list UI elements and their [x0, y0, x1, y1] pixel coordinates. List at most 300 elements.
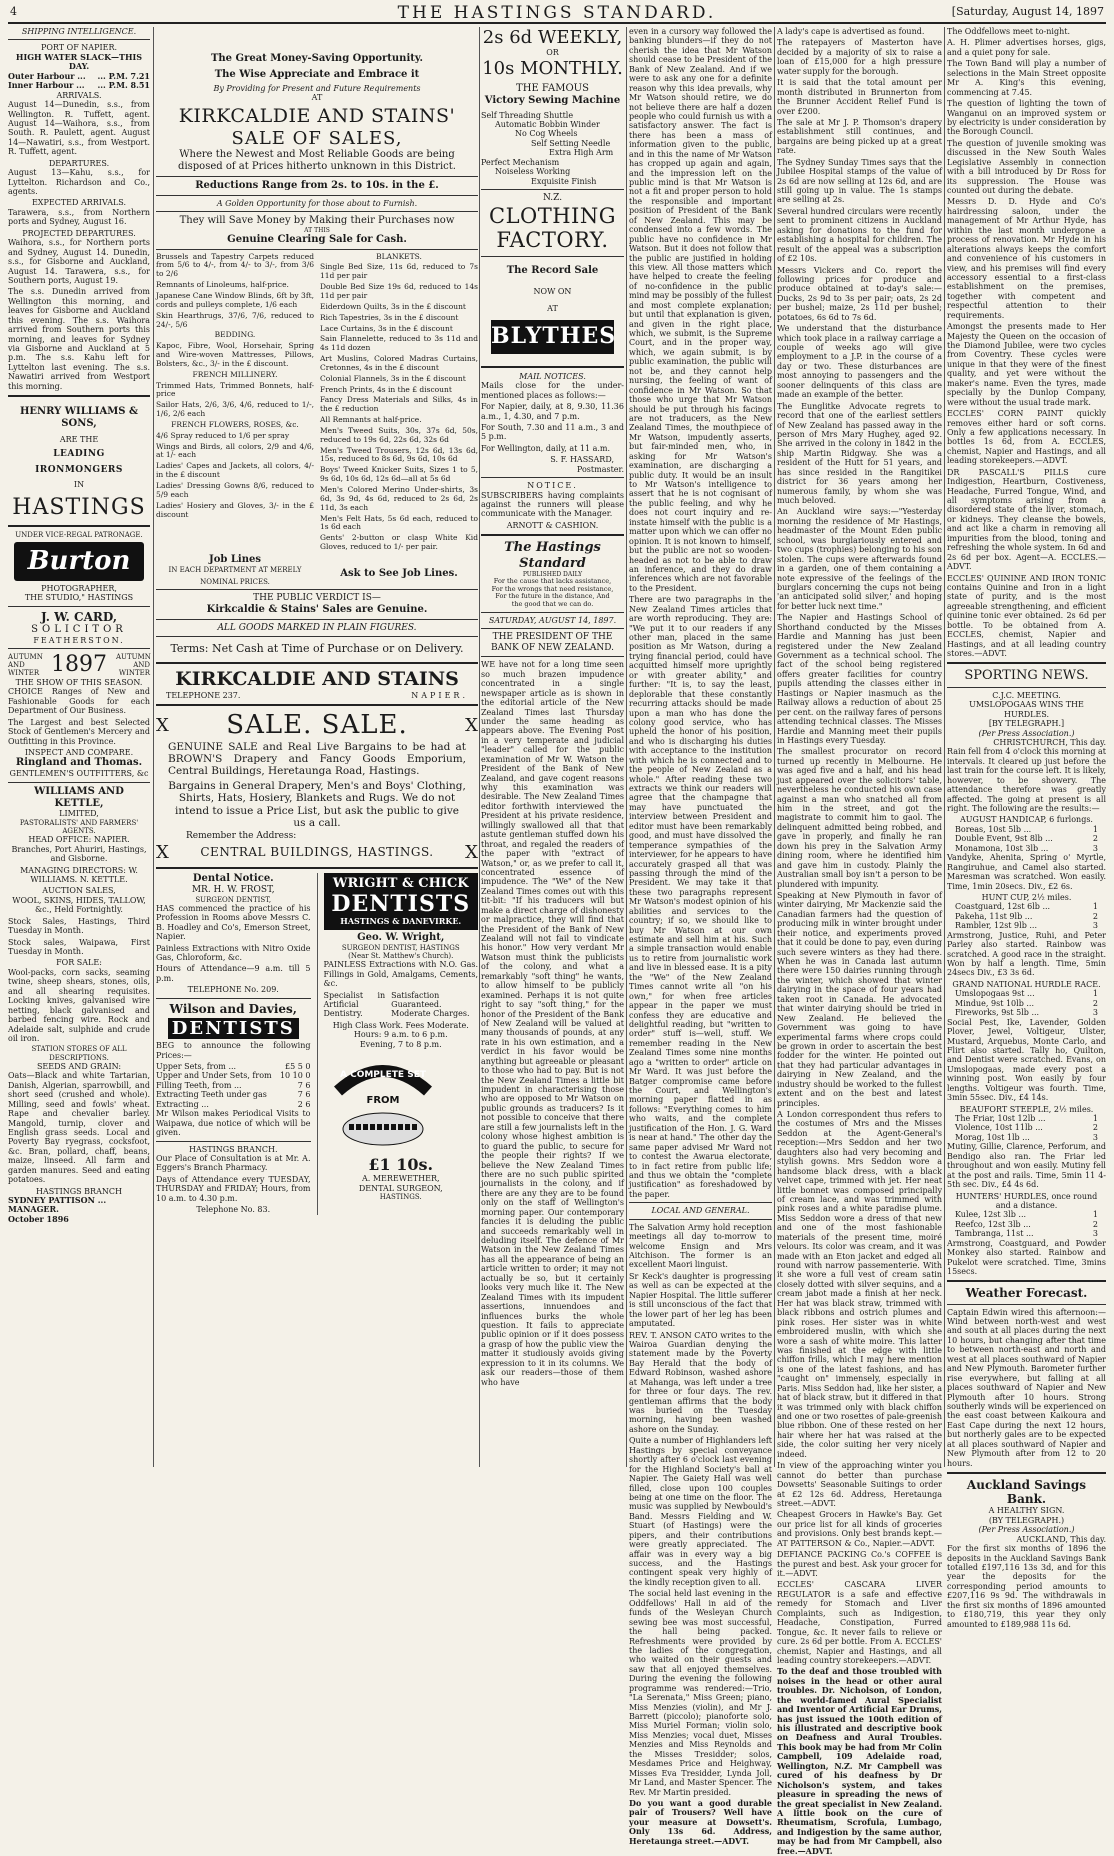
wk-directors: MANAGING DIRECTORS: W. WILLIAMS. N. KETTLE. — [20, 865, 138, 884]
horse: Pakeha, 11st 9lb ... — [955, 911, 1033, 921]
sale-x-left-2: X — [156, 841, 169, 863]
issue-date: [Saturday, August 14, 1897 — [951, 5, 1104, 18]
wd-price-label: Extracting Teeth under gas — [156, 1090, 267, 1100]
news-item: DR PASCALL'S PILLS cure Indigestion, Heartburn, Costiveness, Headache, Furred Tongue, Wind, and all symptoms arising from a disordered state of the liver, stomach, or kidneys. They cleanse the bowels, and act like a charm in removing all impurities from the blood, toning and refreshing the whole system. In 6d and 2s 6d per box. Agent—A. ECCLES.—ADVT. — [947, 467, 1107, 572]
high-water-heading: HIGH WATER SLACK—THIS DAY. — [15, 51, 143, 72]
article-continued-2: There are two paragraphs in the New Zealand Times articles that are worth reproducing. They are: "We put it to our readers if any other man, placed in the same position as Mr Watson, during a trying financial period, could have acquitted himself more uprightly or with greater ability," and further: "It is, to say the least, deplorable that these constantly recurring attacks should be made upon a man who has done the colony good service, who has upheld the honor of his position, and who is discharging his duties with acceptance to the institution with which he is connected and to the people of New Zealand as a whole." After reading these two extracts we think our readers will agree that the champagne that may have punctuated the interview between President and editor must have been remarkably good, and must have dissolved the temperance sympathies of the interviewer, for he appears to have accurately grasped all that was passing through the mind of the President. We may take it that these two paragraphs represent Mr Watson's modest opinion of his abilities and services to the country; if so, we should like to buy Mr Watson at our own estimate and sell him at his. Such a simple transaction would enable us to retire from journalistic work and live in blessed ease. It is a pity the "We" of the New Zealand Times cannot write all "on his own," for when free articles appear in the paper we must confess they are educative and delightful reading, but "written to order" stuff is—well, stuff. We remember reading in the New Zealand Times some nine months ago a "written to order" article on Mr Ward. It was just before the Batger compromise came before the Court, and Wellington's morning paper flatted in as follows: "Everything comes to him who waits, and the complete justification of the Hon. J. G. Ward is near at hand." The other day the same paper advised Mr Ward not to contest the Awarua electorate, to in fact retire from public life; and thus we obtain the "complete justification" as foreshadowed by the paper. — [629, 595, 772, 1199]
news-item: The ratepayers of Masterton have decided by a majority of six to raise a loan of £15,000 for a high pressure water supply for the borough. — [777, 38, 942, 76]
wd-name: Wilson and Davies, — [169, 1001, 297, 1016]
horse: Reefco, 12st 3lb ... — [955, 1219, 1031, 1229]
wd-dentists: DENTISTS — [168, 1018, 299, 1039]
wc-specialist: Specialist in Artificial Dentistry. — [323, 990, 386, 1019]
nz-label: N.Z. — [542, 193, 563, 203]
wd-branch: HASTINGS BRANCH. — [189, 1144, 278, 1154]
race-title: AUGUST HANDICAP, 6 furlongs. — [960, 815, 1093, 825]
place: 2 — [1092, 1123, 1098, 1133]
k-item: Ladies' Hosiery and Gloves, 3/- in the £ discount — [156, 500, 314, 519]
news-item: ECCLES' CASCARA LIVER REGULATOR is a safe and effective remedy for Stomach and Liver Complaints, such as Indigestion, Headache, Constipation, Furred Tongue, &c. It never fails to relieve or cure. 2s 6d per bottle. From A. ECCLES' chemist, Napier and Hastings, and all leading country storekeepers.—ADVT. — [777, 1580, 942, 1665]
news-item: Several hundred circulars were recently sent to prominent citizens in Auckland asking for donations to the fund for establishing a hospital for children. The result of the appeal was a subscription of £2 10s. — [777, 206, 942, 264]
k-item: Men's Colored Merino Under-shirts, 3s 6d, 3s 9d, 4s 6d, reduced to 2s 6d, 2s 11d, 3s each — [320, 485, 478, 512]
race-notes: Social Pest, Ike, Lavender, Golden Plover, Jewel, Voltigeur, Ulster, Mustard, Arquebus, Monte Carlo, and Flirt also started. Tally ho, Quilton, and Dentist were scratched. Evans, on Umslopogaas, made every post a winning post. Won easily by four lengths. Voltigeur was fourth. Time, 3min 55sec. Div., £4 14s. — [947, 1017, 1106, 1103]
projected-text: Waihora, s.s., for Northern ports and Sydney, August 14. Dunedin, s.s., for Gisborne and Auckland, August 14. Tarawera, s.s., for Southern ports, August 19. — [8, 238, 150, 285]
column-5 — [777, 27, 942, 1856]
departures-heading: DEPARTURES. — [48, 158, 110, 168]
wc-hastings: HASTINGS. — [379, 1193, 422, 1202]
k-subhead: BEDDING. — [214, 330, 256, 340]
k-great: The Great Money-Saving Opportunity. — [210, 53, 424, 64]
wd-price-label: Filling Teeth, from ... — [156, 1080, 242, 1090]
newspaper-title: THE HASTINGS STANDARD. — [397, 3, 717, 23]
k-item: Brussels and Tapestry Carpets reduced from 5/6 to 4/-, from 4/- to 3/-, from 3/6 to 2/6 — [156, 251, 314, 279]
news-item: Messrs Vickers and Co. report the following prices for produce and produce obtained at to-day's sale:—Ducks, 2s 9d to 3s per pair; oats, 2s 2d per bushel; maize, 2s 11d per bushel; potatoes, 6s 6d to 7s 6d. — [777, 265, 942, 322]
race-row — [947, 844, 1106, 853]
place: 2 — [1092, 1219, 1098, 1229]
expected-heading: EXPECTED ARRIVALS. — [31, 198, 127, 208]
column-2 — [156, 27, 478, 1467]
horse: Morag, 10st 1lb ... — [955, 1132, 1030, 1142]
record-sale: The Record Sale — [506, 265, 599, 277]
local-item: REV. T. ANSON CATO writes to the Wairoa Guardian denying the statement made by the Poverty Bay Herald that the body of Edward Robinson, washed ashore at Mahanga, was left under a tree for three or four days. The rev. gentleman affirms that the body was buried on the Tuesday morning, having been washed ashore on the Sunday. — [629, 1330, 772, 1434]
place: 1 — [1092, 902, 1098, 912]
k-by: By Providing for Present and Future Requirements — [213, 83, 421, 93]
horse: Boreas, 10st 5lb ... — [955, 824, 1032, 834]
hw-name: HENRY WILLIAMS & SONS, — [19, 406, 139, 429]
news-item: A London correspondent thus refers to the costumes of Mrs and the Misses Seddon at the Agent-General's reception:—Mrs Seddon and her two daughters also had very becoming and stylish gowns. Mrs Seddon wore a handsome black dress, with a black velvet cape, trimmed with jet. Her neat little bonnet was composed principally of cream lace, and was trimmed with pink roses and a white paradise plume. Miss Seddon wore a dress of that new and one of the most fashionable materials of the present time, moiré velours. Its color was cream, and it was made with an Eton jacket and edged all round with narrow passementerie. With it she wore a full vest of cream satin closely dotted with silver sequins, and a cream jabot made a finish at her neck. Her hat was black straw, trimmed with black ribbons and ostrich plumes and pink roses. Her sister was in white embroidered muslin, with which she wore a sash of white moire. This latter was finished at the edge with little chiffon frills, which I may here mention is one of the latest fashions, and has "caught on" immensely, especially in Paris. Miss Seddon had, like her sister, a hat of black straw, but it differed in that it was trimmed only with black chiffon and one or two rosettes of pale-greenish blue ribbon. One of these rested on her hair where her hat was raised at the side, the color suiting her very nicely indeed. — [777, 1110, 942, 1459]
wk-stations: STATION STORES OF ALL DESCRIPTIONS. — [31, 1045, 127, 1062]
season-firm: Ringland and Thomas. — [15, 757, 143, 769]
race-row — [947, 1229, 1106, 1238]
asb-text: For the first six months of 1896 the deposits in the Auckland Savings Bank totalled £197,116 13s 3d, and for this year the deposits for the corresponding period amounts to £207,116 9s 9d. The withdrawals in the first six months of 1896 amounted to £180,719, this year they only amounted to £189,988 11s 6d. — [947, 1544, 1106, 1629]
wd-price-row — [156, 1090, 311, 1099]
sale-x-left: X — [156, 714, 169, 736]
departures-text: August 13—Kahu, s.s., for Lyttelton. Richardson and Co., agents. — [8, 168, 150, 196]
asb-assoc: (Per Press Association.) — [978, 1525, 1075, 1535]
news-item: An Auckland wire says:—"Yesterday morning the residence of Mr Hastings, headmaster of the Mount Eden public school, was burglariously entered and two cups (trophies) belonging to his son stolen. The cups were afterwards found in a garden, one of them containing a note expressive of the feelings of the burglars concerning the cups not being 'an anticipated solid silver,' and hoping for better luck next time." — [777, 507, 942, 611]
feature-item: Exquisite Finish — [531, 176, 597, 186]
wd-price-label: Upper Sets, from ... — [156, 1062, 237, 1072]
notice-heading: NOTICE. — [527, 481, 578, 491]
race-row — [947, 912, 1106, 921]
race-row — [947, 1133, 1106, 1142]
wk-date: October 1896 — [8, 1213, 69, 1224]
masthead — [8, 2, 1106, 24]
arrivals-text: August 14—Dunedin, s.s., from Wellington. R. Tuffett, agent. August 14—Waihora, s.s., from South. R. Paulett, agent. August 14—Nawatiri, s.s., from Westport. R. Tuffett, agent. — [8, 100, 150, 157]
frost-body: HAS commenced the practice of his Profession in Rooms above Messrs C. B. Hoadley and Co's, Emerson Street, Napier. — [156, 903, 311, 942]
wk-manager: SYDNEY PATTISON ... MANAGER. — [8, 1195, 107, 1215]
wd-price-label: Extracting ... — [156, 1099, 209, 1109]
hw-town: HASTINGS — [12, 494, 146, 520]
race-notes: Armstrong, Justice, Ruhi, and Peter Parley also started. Rainbow was scratched. A good race in the straight. Won by half a length. Time, 5min 24secs Div., £3 3s 6d. — [947, 930, 1106, 978]
place: 1 — [1092, 989, 1098, 999]
k2-firm: KIRKCALDIE AND STAINS — [175, 668, 459, 691]
horse: Umslopogaas 9st ... — [955, 989, 1035, 999]
wc-near: (Near St. Matthew's Church). — [348, 951, 454, 960]
k2-town: NAPIER. — [411, 690, 468, 700]
wc-surgeon: DENTAL SURGEON, — [358, 1183, 443, 1193]
mail-napier: For Napier, daily, at 8, 9.30, 11.36 a.m., 1, 4.30, and 7 p.m. — [481, 402, 624, 421]
k-sos: SALE OF SALES, — [231, 127, 403, 149]
k-atthis: AT THIS — [304, 226, 330, 234]
race-row — [947, 1220, 1106, 1229]
famous-label: THE FAMOUS — [516, 82, 589, 94]
burton-studio: THE STUDIO," HASTINGS — [24, 593, 134, 603]
wk-auction: AUCTION SALES, — [42, 886, 116, 896]
k-save: They will Save Money by Making their Purchases now — [179, 214, 455, 226]
wk-office: HEAD OFFICE: NAPIER. — [28, 835, 130, 845]
sale-x-right-2: X — [465, 841, 478, 863]
notice-text: SUBSCRIBERS having complaints against the runners will please communicate with the Manager. — [481, 490, 624, 519]
wk-seedlist: Oats—Black and white Tartarian, Danish, Algerian, sparrowbill, and short seed (crushed and whole). Milling, seed and fowls' wheat. Rape and chevalier barley. Mangold, turnip, clover and English grass seeds. Local and Poverty Bay ryegrass, cocksfoot, &c. Bran, pollard, chaff, beans, maize, linseed. All farm and garden manures. Seed and eating potatoes. — [8, 1071, 150, 1185]
k-item: All Remnants at half-price. — [320, 415, 422, 425]
horse: Monamona, 10st 3lb ... — [955, 843, 1049, 853]
place: 2 — [1092, 834, 1098, 844]
k-item: Men's Felt Hats, 5s 6d each, reduced to 1s 6d each — [320, 513, 478, 532]
k-wise: The Wise Appreciate and Embrace it — [214, 68, 420, 80]
page-number: 4 — [10, 5, 17, 18]
asb-telegraph: (BY TELEGRAPH.) — [988, 1515, 1065, 1525]
wk-ltd: LIMITED, — [59, 809, 99, 819]
feature-item: Automatic Bobbin Winder — [495, 119, 600, 129]
mail-south: For South, 7.30 and 11 a.m., 3 and 5 p.m. — [481, 422, 624, 442]
k-item: Sailor Hats, 2/6, 3/6, 4/6, reduced to 1/-, 1/6, 2/6 each — [156, 400, 314, 419]
mail-wellington: For Wellington, daily, at 11 a.m. — [481, 443, 611, 453]
frost-sub: SURGEON DENTIST, — [195, 895, 272, 904]
frost-name: MR. H. W. FROST, — [191, 884, 275, 895]
k-where: Where the Newest and Most Reliable Goods are being disposed of at Prices hitherto unknown in this District. — [178, 149, 456, 172]
chch-dateline: CHRISTCHURCH, This day. — [993, 737, 1106, 747]
season-inspect: INSPECT AND COMPARE. — [24, 748, 134, 758]
sale-remember: Remember the Address: — [186, 831, 297, 842]
monthly-price: 10s MONTHLY. — [482, 57, 623, 79]
k-item: Art Muslins, Colored Madras Curtains, Cretonnes, 4s in the £ discount — [320, 354, 478, 372]
lead-article: WE have not for a long time seen so much brazen impudence concentrated in a single newspaper article as is shown in the editorial article of the New Zealand Times last Thursday under the same heading as appears above. The Evening Post in a very temperate and judicial "leader" called for the public examination of Mr W. Watson the President of the Bank of New Zealand, and gave cogent reasons why this examination was desirable. The New Zealand Times editor forthwith interviewed the President at his private residence, willingly swallowed all that that astute gentleman stuffed down his throat, and regaled the readers of the paper with "extract of Watson," or, as we prefer to call it, concentrated essence of impudence. The "We" of the New Zealand Times comes out with this tit-bit: "If his traducers will but make a direct charge of dishonesty or malpractice, they will find that the President of the Bank of New Zealand will not fail to vindicate his honor." How very verdant Mr Watson must think the publicists of the colony, and what a remarkably "soft thing" he wants, to allow himself to be publicly examined. Perhaps it is not quite right to say "soft thing," for the honor of the President of the Bank of New Zealand will be valued at many thousands of pounds, at any rate in his own estimation, and a verdict in his favor would be anything but agreeable or pleasant to those who had to pay. But is not the New Zealand Times a little bit impudent in characterising those who are opposed to Mr Watson on public grounds as traducers? Is it not possible to conceive that there are still a few journalists left in the colony whose highest ambition is to guard the public, to secure for the people their rights? If we believe the New Zealand Times there are no such public spirited journalists in the colony, and if there are any they are to be found only on the staff of Wellington's morning paper. Our contemporary fancies it is deluding the public and succeeds remarkably well in deluding itself. The defence of Mr Watson in the New Zealand Times has all the appearance of being an article written to order; it may not actually be so, but it certainly looks very much like it. The New Zealand Times with its impudent assertions, innuendoes and influences burks the whole question. It fails to appreciate public opinion or if it does possess a grasp of how the public view the matter it studiously avoids giving expression to it in its columns. We ask our readers—those of them who have — [481, 660, 624, 1387]
race-intro: Rain fell from 4 o'clock this morning at intervals. It cleared up just before the last train for the course left. It is likely, however, to be showery. The attendance therefore was greatly affected. The going at present is all right. The following are the results:— — [947, 747, 1107, 814]
k-item: Ladies' Dressing Gowns 8/6, reduced to 5/9 each — [156, 481, 314, 499]
wd-price-value: 7 6 — [297, 1090, 311, 1100]
feature-item: Perfect Mechanism — [481, 157, 560, 167]
wk-seeds: SEEDS AND GRAIN: — [36, 1061, 122, 1071]
season-label: AUTUMN AND WINTER — [8, 652, 43, 678]
horse: Tambranga, 11st ... — [955, 1229, 1034, 1239]
news-item: Messrs D. D. Hyde and Co's hairdressing saloon, under the management of Mr Arthur Hyde, has within the last month undergone a process of renovation. Mr Hyde in his alterations always keeps the comfort and convenience of his customers in view, and his premises will find every accessory essential to a first-class establishment on the premises, together with competent and respectful attention to their requirements. — [947, 197, 1106, 320]
news-item: A lady's cape is advertised as found. — [777, 27, 925, 36]
frost-heading: Dental Notice. — [192, 873, 274, 885]
wk-forsale: FOR SALE: — [56, 958, 102, 968]
wd-days: Days of Attendance every TUESDAY, THURSDAY and FRIDAY; Hours, from 10 a.m. to 4.30 p.m. — [156, 1174, 311, 1203]
k2-tel: TELEPHONE 237. — [166, 690, 241, 700]
news-item: Amongst the presents made to Her Majesty the Queen on the occasion of the Diamond Jubilee, were two cycles from Coventry. These cycles were unique in that they were of the finest quality, and yet were without the maker's name. Even the tyres, made specially by the Dunlop Company, were without the usual trade mark. — [947, 322, 1106, 407]
inner-harbour-label: Inner Harbour ... — [8, 80, 85, 91]
place: 1 — [1092, 1114, 1098, 1124]
wc-merewether: A. MEREWETHER, — [361, 1174, 440, 1184]
victory-heading: Victory Sewing Machine — [484, 94, 621, 106]
wc-towns: HASTINGS & DANEVIRKE. — [340, 916, 462, 927]
race-row — [947, 1123, 1106, 1132]
local-item: Quite a number of Highlanders left Hastings by special conveyance shortly after 6 o'clock last evening for the Highland Society's ball at Napier. The Gaiety Hall was well filled, close upon 100 couples being at one time on the floor. The music was supplied by Newbould's Band. Messrs Fielding and W. Stuart (of Hastings) were the pipers, and their contributions were greatly appreciated. The affair was in every way a big success, and the Hastings contingent speak very highly of the kindly reception given to all. — [629, 1436, 772, 1587]
news-item: The question of juvenile smoking was discussed in the New South Wales Legislative Assembly in connection with a bill introduced by Dr Ross for its suppression. The House was counted out during the debate. — [947, 138, 1106, 195]
denture-illustration — [324, 1051, 442, 1151]
wc-painless: PAINLESS Extractions with N.O. Gas. Fillings in Gold, Amalgams, Cements, &c. — [323, 960, 478, 989]
race-row — [947, 921, 1106, 930]
feature-item: Self Threading Shuttle — [481, 110, 574, 120]
news-item: The Town Band will play a number of selections in the Main Street opposite Mr A. King's this evening, commencing at 7.45. — [947, 59, 1106, 97]
press-assoc: (Per Press Association.) — [978, 728, 1075, 738]
horse: Coastguard, 12st 6lb ... — [955, 902, 1051, 912]
race-title: HUNT CUP, 2½ miles. — [981, 892, 1072, 902]
wk-agents: PASTORALISTS' AND FARMERS' AGENTS. — [19, 818, 139, 835]
expected-text: Tarawera, s.s., from Northern ports and Sydney, August 16. — [8, 207, 150, 227]
k-item: Trimmed Hats, Trimmed Bonnets, half-price — [156, 380, 314, 399]
news-item: The Sydney Sunday Times says that the Jubilee Hospital stamps of the value of 2s 6d are now selling at 12s 6d, and are still going up in value. The 1s stamps are selling at 2s. — [777, 157, 942, 205]
column-4 — [629, 27, 772, 1846]
news-item: A. H. Plimer advertises horses, gigs, and a quiet pony for sale. — [947, 38, 1106, 57]
race-row — [947, 1008, 1106, 1017]
k-verdict: THE PUBLIC VERDICT IS— — [253, 593, 381, 604]
wd-price-row — [156, 1071, 311, 1080]
wc-evening: Evening, 7 to 8 p.m. — [359, 1039, 442, 1049]
season-year: 1897 — [51, 652, 107, 678]
k-item: Sain Flannelette, reduced to 3s 11d and 4s 11d dozen — [320, 334, 478, 353]
inner-harbour-time: ... P.M. 8.51 — [97, 80, 150, 91]
season-largest: The Largest and best Selected Stock of Gentlemen's Mercery and Outfitting in this Province. — [8, 717, 150, 746]
k-nominal: NOMINAL PRICES. — [200, 577, 270, 586]
news-item: The Oddfellows meet to-night. — [947, 27, 1070, 36]
wc-geo: Geo. W. Wright, — [357, 931, 445, 943]
k-item: Double Bed Size 19s 6d, reduced to 14s 11d per pair — [320, 282, 478, 300]
column-6 — [947, 27, 1107, 1629]
postmaster-name: S. F. HASSARD, — [550, 455, 614, 465]
k-item: Colonial Flannels, 3s in the £ discount — [320, 373, 466, 383]
dateline: SATURDAY, AUGUST 14, 1897. — [488, 615, 617, 625]
clothing-label: CLOTHING — [489, 203, 616, 228]
port-heading: PORT OF NAPIER. — [40, 43, 118, 53]
k-reductions: Reductions Range from 2s. to 10s. in the £. — [195, 179, 439, 191]
horse: Mindue, 9st 10lb ... — [955, 998, 1034, 1008]
k-item: Fancy Dress Materials and Silks, 4s in the £ reduction — [320, 395, 478, 414]
weekly-price: 2s 6d WEEKLY, — [482, 27, 623, 48]
wk-items: Wool-packs, corn sacks, seaming twine, sheep shears, stones, oils, and all shearing requisites. Locking knives, galvanised wire netting, black galvanised and barbed fencing wire. Rock and Adelaide salt, sulphide and crude oil iron. — [8, 967, 150, 1043]
k-item: Single Bed Size, 11s 6d, reduced to 7s 11d per pair — [320, 262, 478, 281]
set-from: FROM — [366, 1095, 399, 1107]
wk-waipawa: Stock sales, Waipawa, First Tuesday in Month. — [8, 937, 150, 957]
burton-logo: Burton — [14, 542, 144, 581]
blythes-logo: BLYTHES — [491, 320, 614, 354]
place: 2 — [1092, 998, 1098, 1008]
hw-in: IN — [73, 480, 85, 490]
k-item: Eiderdown Quilts, 3s in the £ discount — [320, 301, 466, 311]
weather-heading: Weather Forecast. — [965, 1286, 1088, 1301]
place: 3 — [1092, 921, 1098, 931]
news-item: Speaking at New Plymouth in favor of winter dairying, Mr Mackenzie said the Canadian farmers had the question of producing milk in winter brought under their notice, and experiments proved that it could be done to pay, even during such severe winters as they had there. When he was in Canada last autumn there were 150 dairies running through the winter, which showed that winter dairying in the space of four years had taken root in Canada. He advocated that winter dairying should be tried in New Zealand. He believed the Government was going to have experimental farms where crops could be grown in order to ascertain the best fodder for the winter. He pointed out that they had particular advantages in dairying in New Zealand, and the industry should be worked to the fullest extent and on the best and latest principles. — [777, 890, 942, 1108]
season-label-right: AUTUMN AND WINTER — [116, 652, 151, 678]
local-heading: LOCAL AND GENERAL. — [651, 1206, 750, 1216]
place: 1 — [1092, 824, 1098, 834]
k-subhead: BLANKETS. — [376, 251, 422, 261]
at-label: AT — [547, 304, 558, 314]
article-continued: even in a cursory way followed the banking blunders—if they do not cherish the idea that Mr Watson should cease to be President of the Bank of New Zealand. And if we were to ask any one for a definite reason why this idea prevails, why Mr Watson should retire, we do not believe there are half a dozen people who could furnish us with a satisfactory answer. The fact is there has been a mass of information given to the public, and in this the name of Mr Watson has cropped up again and again, and the impression left on the public mind is that Mr Watson is not a fit and proper person to hold the responsible and important position of President of the Bank of New Zealand. This may be condensed into a few words. The public have no confidence in Mr Watson. But it does not follow that the public are justified in holding this view. All those matters which have helped to create the feeling of no-confidence in the public mind may be possibly of the fullest and most complete explanation; but until that explanation is given, and given in the right place, which, we submit, is the Supreme Court, and in the proper way, which, we again submit, is by public examination, the public will not be, and they cannot help nursing, the feeling of want of confidence in Mr Watson. So that those who urge that Mr Watson should be put through his facings are not traducers, as the New Zealand Times, the mouthpiece of Mr Watson, impudently asserts, but fair-minded men, who, in asking for Mr Watson's examination, are discharging a public duty. It would be an insult to Mr Watson's intelligence to assert that he is not cognisant of the public feeling, and why he does not court inquiry and re-instate himself with the public is a matter upon which we can offer no opinion. It is not known to himself, but the public are not so wooden-headed as not to be able to draw an inference, and they do draw inferences which are not favorable to the President. — [629, 27, 772, 593]
place: 3 — [1092, 1229, 1098, 1239]
projected-heading: PROJECTED DEPARTURES. — [22, 228, 136, 238]
wc-name: WRIGHT & CHICK — [332, 876, 469, 892]
k-at: AT — [311, 93, 323, 103]
mail-heading: MAIL NOTICES. — [519, 371, 586, 381]
standard-title: The Hastings Standard — [504, 540, 601, 571]
column-1 — [8, 27, 150, 1467]
arrivals-heading: ARRIVALS. — [56, 90, 102, 100]
factory-label: FACTORY. — [496, 228, 609, 253]
news-item: In view of the approaching winter you cannot do better than purchase Dowsetts' Seasonable Suitings to order at £2 12s 6d. Address, Heretaunga street.—ADVT. — [777, 1461, 942, 1508]
burton-patronage: UNDER VICE-REGAL PATRONAGE. — [15, 530, 143, 539]
k-item: Ladies' Capes and Jackets, all colors, 4/- in the £ discount — [156, 461, 314, 480]
sale-p2: Bargains in General Drapery, Men's and Boys' Clothing, Shirts, Hats, Hosiery, Blankets and Rugs. We do not intend to issue a Price List, but ask the public to give us a call. — [168, 779, 466, 829]
horse: Fireworks, 9st 5lb ... — [955, 1008, 1040, 1018]
k-ask: Ask to See Job Lines. — [340, 567, 458, 579]
sale-address: CENTRAL BUILDINGS, HASTINGS. — [200, 845, 434, 860]
news-item: The smallest procurator on record turned up recently in Melbourne. He was aged five and a half, and his head just appeared over the solicitors' table, nevertheless he conducted his own case against a man who snatched all from him in the street, and got the magistrate to commit him to gaol. The delinquent admitted being robbed, and gave in properly, and finally he ran down his prey in the Salvation Army dining room, where he identified him and gave him in custody. Plainly the Australian small boy isn't a person to be plundered with impunity. — [777, 747, 942, 889]
k-terms: Terms: Net Cash at Time of Purchase or on Delivery. — [170, 642, 464, 656]
hw-are: ARE THE — [59, 434, 99, 444]
card-place: FEATHERSTON. — [33, 635, 125, 645]
k-golden: A Golden Opportunity for those about to Furnish. — [216, 198, 418, 208]
k-item: Japanese Cane Window Blinds, 6ft by 3ft, cords and pulleys complete, 1/6 each — [156, 290, 314, 309]
wd-price-value: 10 10 0 — [279, 1071, 311, 1081]
wc-hours: Hours: 9 a.m. to 6 p.m. — [353, 1030, 448, 1040]
frost-hours: Hours of Attendance—9 a.m. till 5 p.m. — [156, 964, 311, 983]
local-item: Sr Keck's daughter is progressing as well as can be expected at the Napier Hospital. The little sufferer is still unconscious of the fact that the lower part of her leg has been amputated. — [629, 1271, 772, 1329]
news-item: The Eunglitke Advocate regrets to record that one of the earliest settlers of New Zealand has passed away in the person of Mrs Mary Hughey, aged 92. She arrived in the colony in 1842 in the ship Martin Ridgway. She was a resident of the Hutt for 51 years, and has since resided in the Rangitikei district for 36 years among her numerous family, by whom she was much beloved. — [777, 401, 942, 505]
k-subhead: FRENCH FLOWERS, ROSES, &c. — [171, 419, 299, 429]
race-row — [947, 825, 1106, 834]
card-role: SOLICITOR — [31, 623, 127, 635]
race-notes: Armstrong, Coastguard, and Powder Monkey also started. Rainbow and Pukelot were scratched. Time, 3mins 15secs. — [947, 1238, 1106, 1277]
frost-tel: TELEPHONE No. 209. — [187, 985, 279, 995]
k-genuine-clearing: Genuine Clearing Sale for Cash. — [227, 233, 407, 245]
sale-x-right: X — [465, 714, 478, 736]
local-item: Do you want a good durable pair of Trousers? Well have your measure at Dowsett's. Only 13s 6d. Address, Heretaunga street.—ADVT. — [629, 1797, 772, 1846]
horse: Rambler, 12st 9lb ... — [955, 921, 1037, 931]
wd-visits: Mr Wilson makes Periodical Visits to Waipawa, due notice of which will be given. — [156, 1109, 311, 1138]
k-item: Lace Curtains, 3s in the £ discount — [320, 323, 453, 333]
race-row — [947, 834, 1106, 843]
frost-painless: Painless Extractions with Nitro Oxide Gas, Chloroform, &c. — [156, 943, 311, 963]
cjc-heading: C.J.C. MEETING. — [992, 690, 1061, 700]
season-choice: CHOICE Ranges of New and Fashionable Goods for each Department of Our Business. — [8, 687, 150, 716]
k-job-sub: IN EACH DEPARTMENT AT MERELY — [168, 565, 302, 574]
column-3 — [481, 27, 624, 1467]
published-daily: PUBLISHED DAILY — [522, 570, 583, 578]
k-item: Boys' Tweed Knicker Suits, Sizes 1 to 5, 9s 6d, 10s 6d, 12s 6d—all at 5s 6d — [320, 465, 478, 484]
k-firm: KIRKCALDIE AND STAINS' — [178, 105, 456, 128]
news-item: The question of lighting the town of Wanganui on an improved system or by electricity is under consideration by the Borough Council. — [947, 99, 1106, 137]
feature-item: Self Setting Needle — [531, 138, 611, 148]
news-item: It is said that the total amount per month distributed in Brunnerton from the Brunner Accident Relief Fund is over £200. — [777, 78, 942, 116]
k-marked: ALL GOODS MARKED IN PLAIN FIGURES. — [217, 622, 417, 633]
news-item: DEFIANCE PACKING Co.'s COFFEE is the purest and best. Ask your grocer for it.—ADVT. — [777, 1550, 942, 1578]
k-genuine: Kirkcaldie & Stains' Sales are Genuine. — [206, 603, 428, 615]
feature-item: Extra High Arm — [549, 148, 614, 158]
shipping-news: The s.s. Dunedin arrived from Wellington this morning, and leaves for Gisborne and Auckland this evening. The s.s. Waihora arrived from Southern ports this morning, and leaves for Sydney via Gisborne and Auckland at 5 p.m. The s.s. Kahu left for Lyttelton last evening. The s.s. Nawatiri arrived from Westport this morning. — [8, 287, 150, 391]
hw-ironmongers: IRONMONGERS — [35, 464, 123, 475]
motto: For the cause that lacks assistance, For the wrongs that need resistance, For the future in the distance, And the good that we can do. — [491, 577, 614, 609]
news-item: Cheapest Grocers in Hawke's Bay. Get our price list for all kinds of groceries and provisions. Only best brands kept.—AT PATTERSON & Co., Napier.—ADVT. — [777, 1510, 942, 1548]
news-item: To the deaf and those troubled with noises in the head or other aural troubles. Dr. Nicholson, of London, the world-famed Aural Specialist and Inventor of Artificial Ear Drums, has just issued the 100th edition of his illustrated and descriptive book on Deafness and Aural Troubles. This book may be had from Mr Colin Campbell, 109 Adelaide road, Wellington, N.Z. Mr Campbell was cured of his deafness by Dr Nicholson's system, and takes pleasure in spreading the news of the great specialist in New Zealand. A little book on the cure of Rheumatism, Scrofula, Lumbago, and Indigestion by the same author, may be had from Mr Campbell, also free.—ADVT. — [777, 1666, 942, 1856]
k-item: Rich Tapestries, 3s in the £ discount — [320, 312, 459, 322]
hw-leading: LEADING — [53, 449, 105, 460]
burton-photographer: PHOTOGRAPHER, — [41, 583, 117, 593]
race-title: GRAND NATIONAL HURDLE RACE. — [952, 979, 1101, 989]
race-notes: Vandyke, Ahenita, Spring o' Myrtle, Rangiruhue, and Camel also started. Maresman was scratched. Won easily. Time, 1min 20secs. Div., £2 6s. — [947, 853, 1106, 891]
wk-branches: Branches, Port Ahuriri, Hastings, and Gisborne. — [11, 844, 147, 864]
wc-dentists: DENTISTS — [331, 890, 471, 917]
now-on: NOW ON — [533, 286, 572, 296]
by-telegraph: [BY TELEGRAPH.] — [988, 719, 1065, 729]
wk-branch: HASTINGS BRANCH — [36, 1186, 122, 1196]
horse: Kulee, 12st 3lb ... — [955, 1210, 1027, 1220]
wd-price-label: Upper and Under Sets, from — [156, 1071, 272, 1081]
outer-harbour-label: Outer Harbour ... — [8, 70, 86, 81]
horse: Violence, 10st 11lb ... — [955, 1123, 1043, 1133]
wd-price-value: 7 6 — [297, 1080, 311, 1090]
wc-sub: SURGEON DENTIST, HASTINGS — [341, 943, 460, 952]
feature-item: Noiseless Working — [495, 167, 571, 177]
sale-title: SALE. SALE. — [226, 710, 408, 741]
k-right-list — [320, 253, 478, 554]
weather-forecast: Captain Edwin wired this afternoon:— Wind between north-west and west and south at all places during the next 10 hours, but changing after that time to between north-east and north and west at all places southward of Napier and New Plymouth. Barometer further rise everywhere, but falling at all places southward of Napier and New Plymouth after 10 hours. Strong southerly winds will be experienced on the east coast between Kaikoura and East Cape during the next 12 hours, but northerly gales are to be expected at all places southward of Napier and New Plymouth after from 12 to 20 hours. — [947, 1307, 1106, 1468]
sale-p1: GENUINE SALE and Real Live Bargains to be had at BROWN'S Drapery and Fancy Goods Emporium, Central Buildings, Heretaunga Road, Hastings. — [168, 740, 466, 778]
wd-price-value: £5 5 0 — [285, 1062, 311, 1072]
wd-consult: Our Place of Consultation is at Mr. A. Eggers's Branch Pharmacy. — [156, 1153, 311, 1173]
set-label: A COMPLETE SET — [339, 1070, 426, 1081]
asb-dateline: AUCKLAND, This day. — [1016, 1534, 1106, 1544]
race-row — [947, 902, 1106, 911]
race-row — [947, 999, 1106, 1008]
wc-high: High Class Work. Fees Moderate. — [332, 1020, 469, 1030]
or-label: OR — [546, 48, 559, 58]
outer-harbour-time: ... P.M. 7.21 — [97, 70, 150, 81]
news-item: The sale at Mr J. P. Thomson's drapery establishment still continues, and bargains are being picked up at a great rate. — [777, 117, 942, 156]
postmaster-title: Postmaster. — [576, 464, 624, 474]
horse: The Friar, 10st 12lb ... — [955, 1114, 1046, 1124]
mail-intro: Mails close for the under-mentioned places as follows:— — [481, 381, 624, 400]
wd-beg: BEG to announce the following Prices:— — [156, 1041, 311, 1060]
wd-price-value: 2 6 — [297, 1099, 311, 1109]
race-title: BEAUFORT STEEPLE, 2½ miles. — [959, 1104, 1094, 1114]
race-row — [947, 989, 1106, 998]
wc-satisfaction: Satisfaction Guaranteed. Moderate Charges. — [391, 990, 470, 1019]
season-gents: GENTLEMEN'S OUTFITTERS, &c — [9, 769, 149, 779]
place: 3 — [1092, 843, 1098, 853]
lead-heading: THE PRESIDENT OF THE BANK OF NEW ZEALAND. — [490, 632, 615, 653]
race-row — [947, 1114, 1106, 1123]
k-item: Gents' 2-button or clasp White Kid Gloves, reduced to 1/- per pair. — [320, 533, 478, 552]
k-item: Remnants of Linoleums, half-price. — [156, 280, 289, 290]
news-item: We understand that the disturbance which took place in a railway carriage a couple of weeks ago will give employment to a J.P. in the course of a day or two. These disturbances are most annoying to passengers and the sooner delinquents of this class are made an example of the better. — [777, 324, 942, 400]
asb-sub: A HEALTHY SIGN. — [988, 1506, 1065, 1516]
wd-price-row — [156, 1062, 311, 1071]
local-item: The social held last evening in the Oddfellows' Hall in aid of the funds of the Wesleyan Church sewing bee was most successful, the hall being packed. Refreshments were provided by the ladies of the congregation, who waited on their guests and saw that all enjoyed themselves. During the evening the following programme was rendered:—Trio, "La Serenata," Miss Green; piano, Miss Menzies (violin), and Mr J. Barrett (piccolo); pianoforte solo, Miss Muriel Forman; violin solo, Miss Menzies; vocal duet, Misses Menzies and Miss Reynolds and the Misses Tresidder; solos, Mesdames Price and Heighway, Misses Eva Tresidder, Lynda Joll, Mr Land, and Master Spencer. The Rev. Mr Martin presided. — [629, 1589, 772, 1797]
horse: Double Event, 9st 8lb ... — [955, 834, 1053, 844]
race-title: HUNTERS' HURDLES, once round and a distance. — [955, 1191, 1098, 1210]
sporting-heading: SPORTING NEWS. — [964, 668, 1089, 684]
place: 2 — [1092, 911, 1098, 921]
wd-price-row — [156, 1100, 311, 1109]
place: 3 — [1092, 1132, 1098, 1142]
wk-wool: WOOL, SKINS, HIDES, TALLOW, &c., Held Fortnightly. — [12, 895, 146, 915]
race-row — [947, 1210, 1106, 1219]
k-item: Kapoc, Fibre, Wool, Horsehair, Spring and Wire-woven Mattresses, Pillows, Bolsters, &c., 3/- in the £ discount. — [156, 341, 314, 368]
k-item: 4/6 Spray reduced to 1/6 per spray — [156, 430, 290, 440]
k-item: Men's Tweed Suits, 30s, 37s 6d, 50s, reduced to 19s 6d, 22s 6d, 32s 6d — [320, 425, 478, 444]
